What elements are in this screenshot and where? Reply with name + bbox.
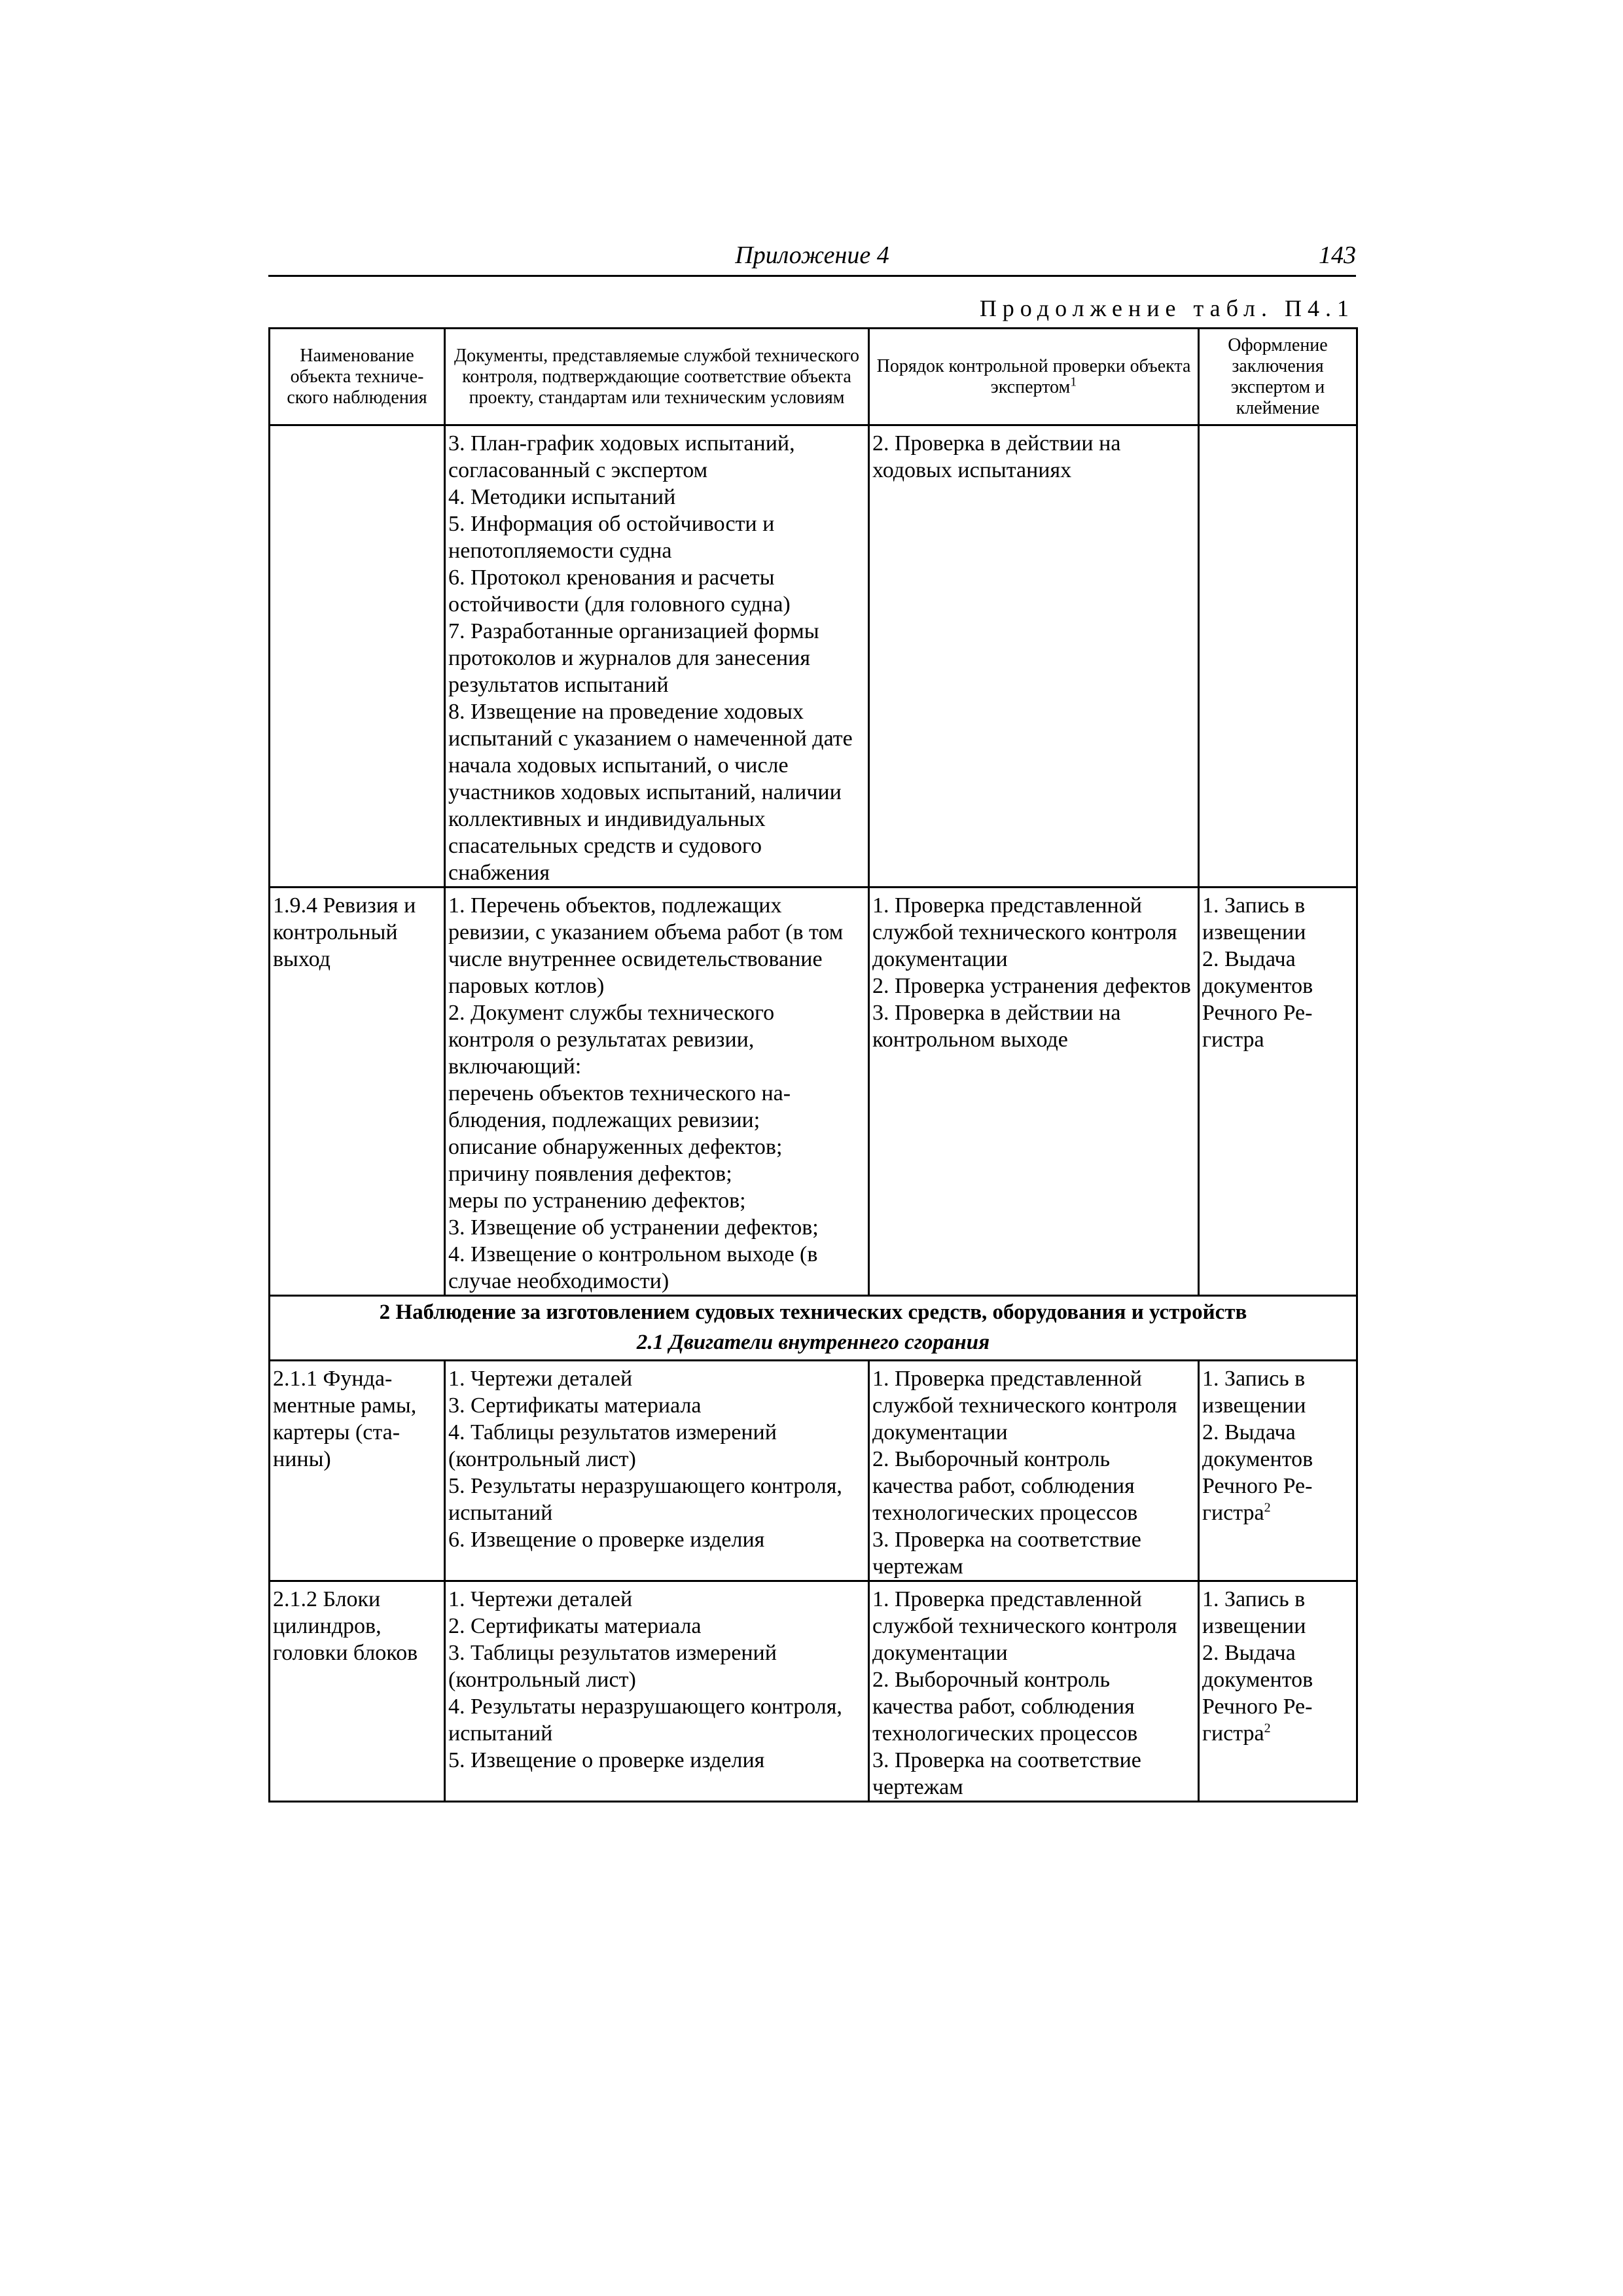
footnote-mark: 2 [1264,1500,1271,1515]
list-item-text: 2. Выдача документов Речного Регистра [1202,1641,1313,1746]
cell-conclusion [1199,1581,1357,1802]
list-item: 3. Таблицы результатов измерений (контрольный лист) [448,1641,777,1692]
section-row [270,1296,1357,1361]
header-check-procedure-text: Порядок контрольной проверки объекта экспертом [876,355,1191,397]
cell-check-procedure [869,1361,1199,1581]
cell-check-procedure [869,888,1199,1296]
list-item: причину появления дефектов; [448,1162,732,1186]
list-item: 5. Информация об остойчивости и непотопляемости судна [448,512,775,563]
list-item: 4. Методики испытаний [448,485,676,509]
list-item: 2. Документ службы технического контроля о результатах ревизии, включающий: [448,1001,775,1079]
list-item: 3. Сертификаты материала [448,1393,702,1418]
header-conclusion-text: Оформление заключения экспертом и клеймение [1228,334,1328,418]
header-object-name-text: Наименование объекта технического наблюдения [287,345,427,408]
header-object-name [270,329,445,425]
header-conclusion [1199,329,1357,425]
table-row [270,1581,1357,1802]
list-item [1202,1419,1353,1526]
cell-object-name: 2.1.2 Блоки цилиндров, головки блоков [270,1581,445,1802]
table-row [270,888,1357,1296]
footnote-mark: 2 [1264,1721,1271,1736]
running-title: Приложение 4 [735,242,889,269]
list-item: 1. Проверка представленной службой технического контроля документации [872,1587,1177,1665]
list-item: 6. Извещение о проверке изделия [448,1528,765,1552]
section-title: 2 Наблюдение за изготовлением судовых технических средств, оборудования и устройств [379,1300,1247,1324]
list-item: 1. Проверка представленной службой технического контроля документации [872,1367,1177,1444]
list-item: 8. Извещение на проведение ходовых испытаний с указанием о намеченной дате начала ходовых испытаний, о числе участников ходовых испытаний, наличии коллективных и индивидуальных спасательных средств и судового снабжения [448,700,853,885]
list-item: 7. Разработанные организацией формы протоколов и журналов для занесения результатов испытаний [448,619,819,697]
header-documents [445,329,869,425]
table-row [270,425,1357,888]
list-item: меры по устранению дефектов; [448,1189,746,1213]
footnote-mark: 1 [1070,374,1077,389]
list-item: 2. Выборочный контроль качества работ, соблюдения технологических процессов [872,1668,1138,1746]
list-item: 1. Запись в извещении [1202,1587,1306,1638]
list-item: 2. Выдача документов Речного Регистра [1202,947,1313,1052]
list-item: 3. План-график ходовых испытаний, согласованный с экспертом [448,431,795,482]
requirements-table [268,327,1358,1803]
list-item: 4. Извещение о контрольном выходе (в случае необходимости) [448,1242,818,1293]
list-item: 5. Результаты неразрушающего контроля, испытаний [448,1474,842,1525]
list-item: 6. Протокол кренования и расчеты остойчивости (для головного судна) [448,565,791,617]
table-header-row [270,329,1357,425]
cell-documents [445,888,869,1296]
cell-object-name: 2.1.1 Фундаментные рамы, картеры (станины) [270,1361,445,1581]
table-continuation-caption: Продолжение табл. П4.1 [979,295,1355,321]
list-item: 2. Сертификаты материала [448,1614,702,1638]
cell-object-name: 1.9.4 Ревизия и контрольный выход [270,888,445,1296]
list-item: 1. Запись в извещении [1202,1367,1306,1418]
list-item: 1. Проверка представленной службой технического контроля документации [872,893,1177,971]
page-number: 143 [1319,242,1356,269]
list-item: 1. Чертежи деталей [448,1587,633,1611]
list-item: 1. Перечень объектов, подлежащих ревизии, с указанием объема работ (в том числе внутреннее освидетельствование паровых котлов) [448,893,844,998]
list-item-text: 2. Выдача документов Речного Регистра [1202,1420,1313,1525]
table-row [270,1361,1357,1581]
list-item: 1. Запись в извещении [1202,893,1306,944]
list-item: перечень объектов технического наблюдения, подлежащих ревизии; [448,1081,791,1132]
header-documents-text: Документы, представляемые службой технического контроля, подтверждающие соответствие объекта проекту, стандартам или техническим условиям [454,345,860,408]
list-item: 2. Проверка в действии на ходовых испытаниях [872,431,1121,482]
header-check-procedure [869,329,1199,425]
cell-conclusion [1199,425,1357,888]
cell-object-name [270,425,445,888]
list-item: 1. Чертежи деталей [448,1367,633,1391]
cell-conclusion [1199,888,1357,1296]
subsection-title: 2.1 Двигатели внутреннего сгорания [636,1331,990,1354]
cell-documents [445,425,869,888]
cell-documents [445,1581,869,1802]
cell-check-procedure [869,1581,1199,1802]
list-item: 3. Проверка на соответствие чертежам [872,1528,1141,1579]
cell-check-procedure [869,425,1199,888]
list-item: 3. Проверка на соответствие чертежам [872,1748,1141,1799]
running-header [268,241,1356,277]
list-item: 4. Таблицы результатов измерений (контрольный лист) [448,1420,777,1471]
list-item: 3. Извещение об устранении дефектов; [448,1215,819,1240]
list-item: 2. Выборочный контроль качества работ, соблюдения технологических процессов [872,1447,1138,1525]
list-item: 5. Извещение о проверке изделия [448,1748,765,1772]
cell-conclusion [1199,1361,1357,1581]
cell-documents [445,1361,869,1581]
list-item: 3. Проверка в действии на контрольном выходе [872,1001,1121,1052]
list-item: описание обнаруженных дефектов; [448,1135,783,1159]
list-item: 4. Результаты неразрушающего контроля, испытаний [448,1695,842,1746]
list-item: 2. Проверка устранения дефектов [872,974,1191,998]
section-heading-cell [270,1296,1357,1361]
list-item [1202,1640,1353,1747]
